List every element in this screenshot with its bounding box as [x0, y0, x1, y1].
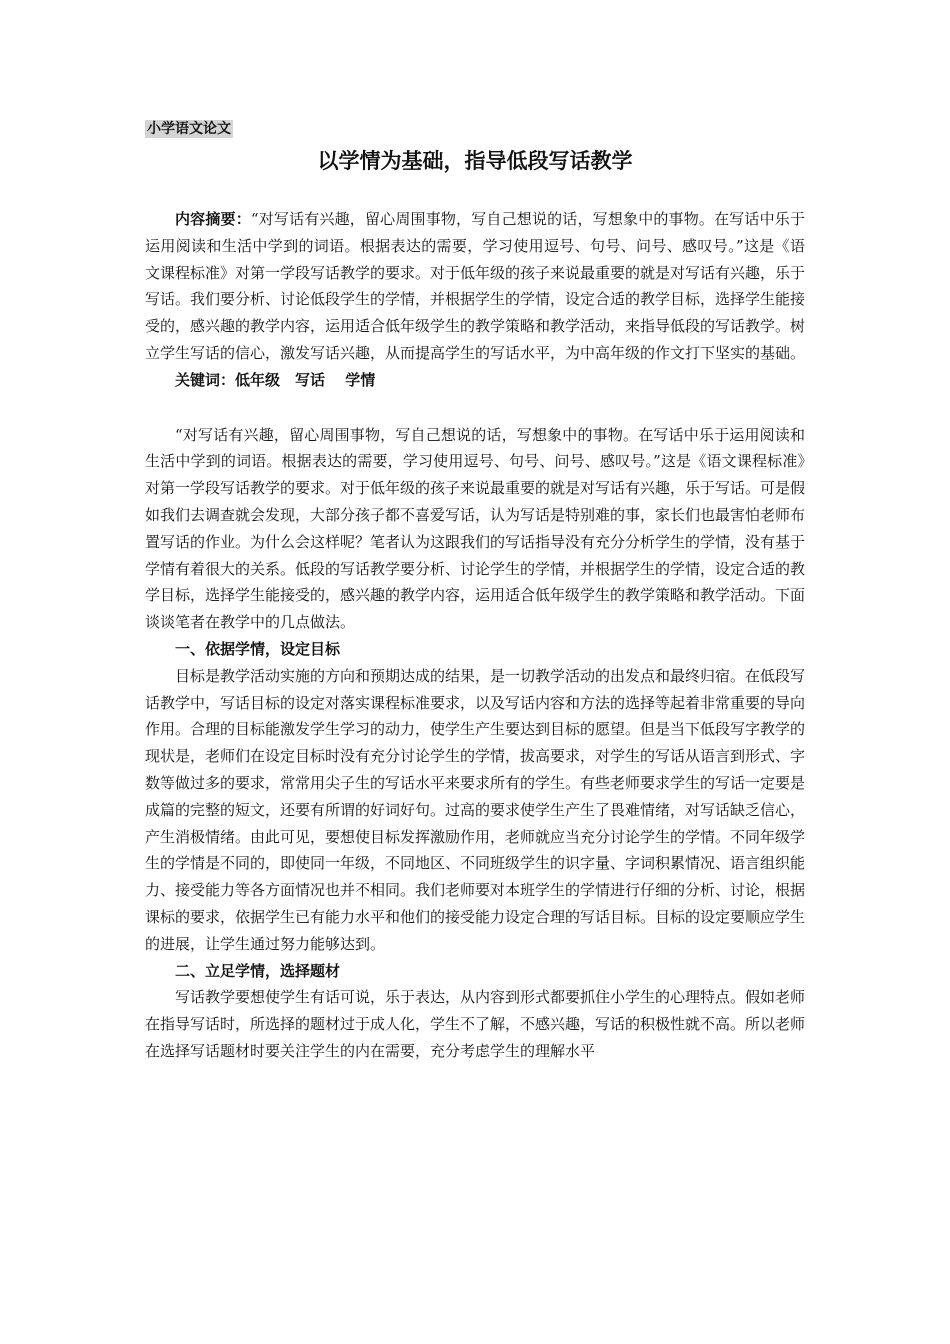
- document-body: [145, 206, 805, 1065]
- keywords-text: 低年级 写话 学情: [235, 370, 376, 389]
- intro-paragraph: “对写话有兴趣，留心周围事物，写自己想说的话，写想象中的事物。在写话中乐于运用阅读和生活中学到的词语。根据表达的需要，学习使用逗号、句号、问号、感叹号。”这是《语文课程标准》对第一学段写话教学的要求。对于低年级的孩子来说最重要的就是对写话有兴趣，乐于写话。可是假如我们去调查就会发现，大部分孩子都不喜爱写话，认为写话是特别难的事，家长们也最害怕老师布置写话的作业。为什么会这样呢？笔者认为这跟我们的写话指导没有充分分析学生的学情，没有基于学情有着很大的关系。低段的写话教学要分析、讨论学生的学情，并根据学生的学情，设定合适的教学目标，选择学生能接受的，感兴趣的教学内容，运用适合低年级学生的教学策略和教学活动。下面谈谈笔者在教学中的几点做法。: [145, 425, 806, 632]
- section-2-heading: 二、立足学情，选择题材: [175, 961, 341, 980]
- section-2-text: 写话教学要想使学生有话可说，乐于表达，从内容到形式都要抓住小学生的心理特点。假如老师在指导写话时，所选择的题材过于成人化，学生不了解，不感兴趣，写话的积极性就不高。所以老师在选择写话题材时要关注学生的内在需要，充分考虑学生的理解水平: [145, 988, 806, 1060]
- page-title: 以学情为基础，指导低段写话教学: [317, 149, 633, 173]
- abstract-paragraph: [145, 206, 805, 367]
- section-1-heading: 一、依据学情，设定目标: [175, 639, 341, 658]
- paragraph-gap: [145, 394, 805, 422]
- keywords-label: 关键词：: [175, 370, 236, 389]
- abstract-text: “对写话有兴趣，留心周围事物，写自己想说的话，写想象中的事物。在写话中乐于运用阅读和生活中学到的词语。根据表达的需要，学习使用逗号、句号、问号、感叹号。”这是《语文课程标准》对第一学段写话教学的要求。对于低年级的孩子来说最重要的就是对写话有兴趣，乐于写话。我们要分析、讨论低段学生的学情，并根据学生的学情，设定合适的教学目标，选择学生能接受的，感兴趣的教学内容，运用适合低年级学生的教学策略和教学活动，来指导低段的写话教学。树立学生写话的信心，激发写话兴趣，从而提高学生的写话水平，为中高年级的作文打下坚实的基础。: [145, 210, 806, 362]
- keywords-paragraph: [145, 367, 805, 394]
- abstract-label: 内容摘要：: [175, 210, 251, 228]
- category-tag: 小学语文论文: [147, 121, 231, 137]
- section-1-text: 目标是教学活动实施的方向和预期达成的结果，是一切教学活动的出发点和最终归宿。在低段写话教学中，写话目标的设定对落实课程标准要求，以及写话内容和方法的选择等起着非常重要的导向作用。合理的目标能激发学生学习的动力，使学生产生要达到目标的愿望。但是当下低段写字教学的现状是，老师们在设定目标时没有充分讨论学生的学情，拔高要求，对学生的写话从语言到形式、字数等做过多的要求，常常用尖子生的写话水平来要求所有的学生。有些老师要求学生的写话一定要是成篇的完整的短文，还要有所谓的好词好句。过高的要求使学生产生了畏难情绪，对写话缺乏信心，产生消极情绪。由此可见，要想使目标发挥激励作用，老师就应当充分讨论学生的学情。不同年级学生的学情是不同的，即使同一年级，不同地区、不同班级学生的识字量、字词积累情况、语言组织能力、接受能力等各方面情况也并不相同。我们老师要对本班学生的学情进行仔细的分析、讨论，根据课标的要求，依据学生已有能力水平和他们的接受能力设定合理的写话目标。目标的设定要顺应学生的进展，让学生通过努力能够达到。: [145, 666, 806, 953]
